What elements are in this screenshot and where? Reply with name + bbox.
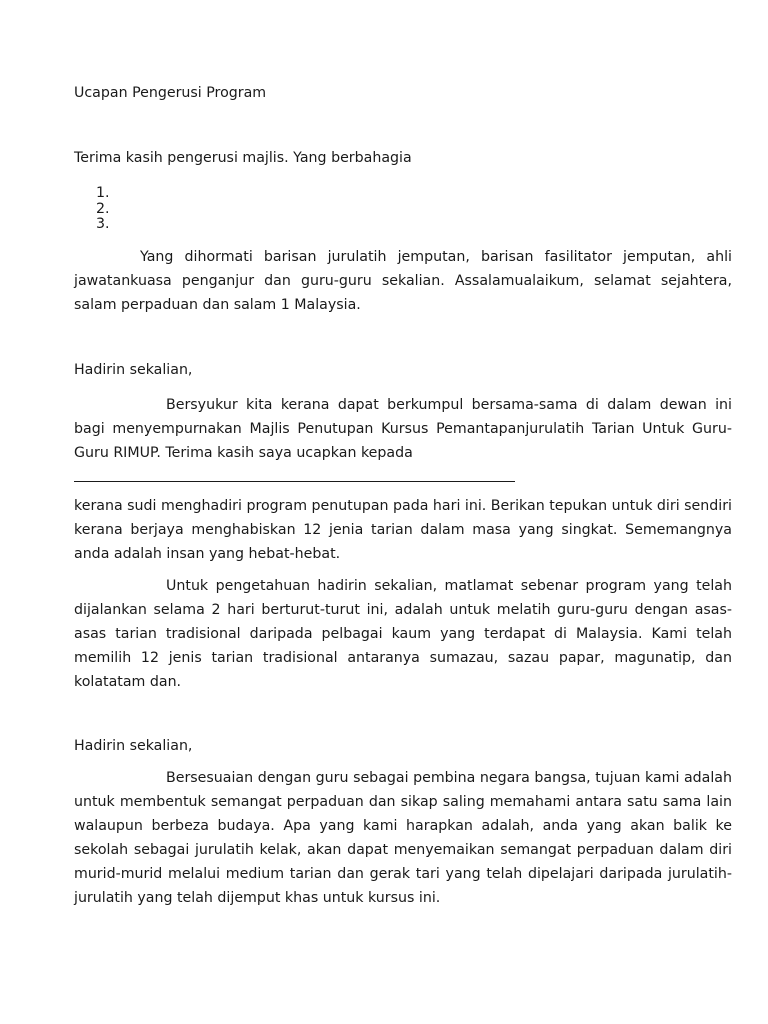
paragraph-bersesuaian-text: Bersesuaian dengan guru sebagai pembina negara bangsa, tujuan kami adalah untuk membentuk semangat perpaduan dan sikap saling memahami antara satu sama lain walaupun berbeza budaya. Apa yang kami harapkan adalah, anda yang akan balik ke sekolah sebagai jurulatih kelak, akan dapat menyemaikan semangat perpaduan dalam diri murid-murid melalui medium tarian dan gerak tari yang telah dipelajari daripada jurulatih-jurulatih yang telah dijemput khas untuk kursus ini. bbox=[74, 770, 732, 906]
section-heading-1: Hadirin sekalian, bbox=[74, 362, 193, 378]
paragraph-bersyukur bbox=[74, 393, 732, 465]
paragraph-bersesuaian bbox=[74, 766, 732, 910]
greeting-line: Terima kasih pengerusi majlis. Yang berbahagia bbox=[74, 150, 412, 166]
paragraph-untuk bbox=[74, 574, 732, 694]
paragraph-kerana bbox=[74, 494, 732, 566]
paragraph-kerana-text: kerana sudi menghadiri program penutupan pada hari ini. Berikan tepukan untuk diri sendiri kerana berjaya menghabiskan 12 jenia tarian dalam masa yang singkat. Sememangnya anda adalah insan yang hebat-hebat. bbox=[74, 498, 732, 562]
section-heading-2: Hadirin sekalian, bbox=[74, 738, 193, 754]
numbered-list bbox=[96, 186, 110, 233]
list-item: 2. bbox=[96, 200, 110, 217]
paragraph-untuk-text: Untuk pengetahuan hadirin sekalian, matlamat sebenar program yang telah dijalankan selama 2 hari berturut-turut ini, adalah untuk melatih guru-guru dengan asas-asas tarian tradisional daripada pelbagai kaum yang terdapat di Malaysia. Kami telah memilih 12 jenis tarian tradisional antaranya sumazau, sazau papar, magunatip, dan kolatatam dan. bbox=[74, 578, 732, 690]
paragraph-welcome-text: Yang dihormati barisan jurulatih jemputan, barisan fasilitator jemputan, ahli jawatankuasa penganjur dan guru-guru sekalian. Assalamualaikum, selamat sejahtera, salam perpaduan dan salam 1 Malaysia. bbox=[74, 249, 732, 313]
list-item: 1. bbox=[96, 185, 110, 201]
paragraph-bersyukur-text: Bersyukur kita kerana dapat berkumpul bersama-sama di dalam dewan ini bagi menyempurnakan Majlis Penutupan Kursus Pemantapanjurulatih Tarian Untuk Guru-Guru RIMUP. Terima kasih saya ucapkan kepada bbox=[74, 397, 732, 461]
list-item: 3. bbox=[96, 216, 110, 232]
document-title: Ucapan Pengerusi Program bbox=[74, 85, 267, 101]
paragraph-welcome bbox=[74, 245, 732, 317]
blank-underline bbox=[74, 481, 515, 482]
